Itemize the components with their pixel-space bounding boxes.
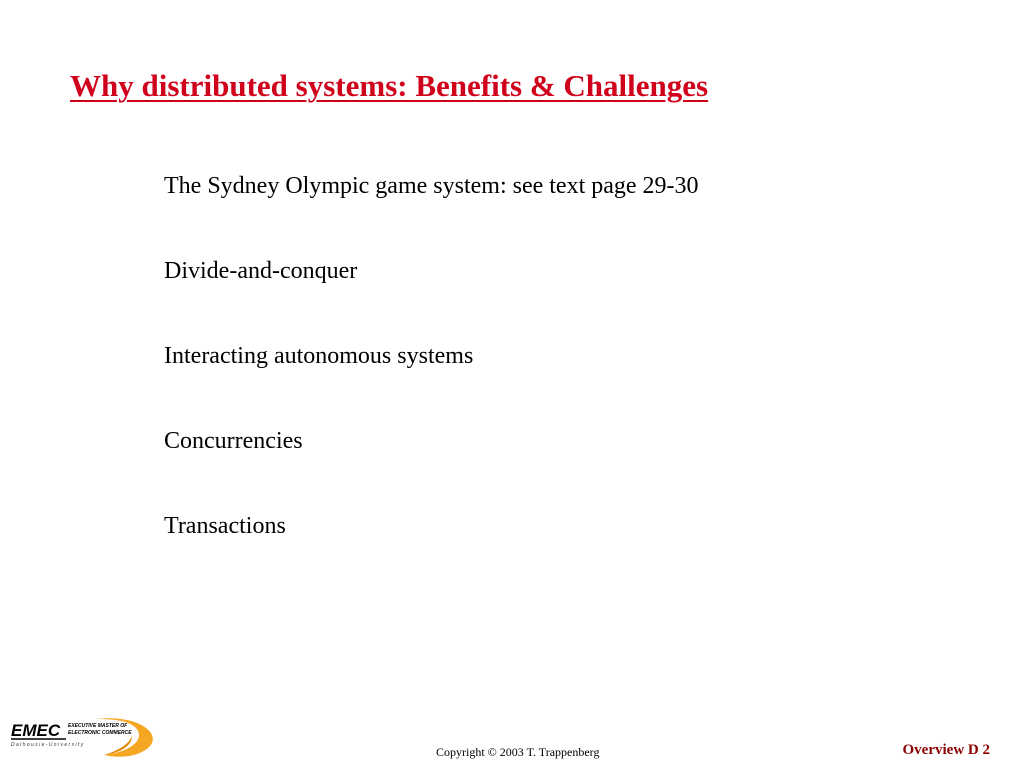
list-item: The Sydney Olympic game system: see text page 29-30	[164, 173, 699, 199]
emec-logo	[8, 714, 158, 762]
list-item: Transactions	[164, 513, 286, 539]
content-list	[164, 171, 699, 596]
slide-number: Overview D 2	[902, 742, 990, 758]
list-item: Divide-and-conquer	[164, 258, 358, 284]
list-item: Concurrencies	[164, 428, 303, 454]
list-item: Interacting autonomous systems	[164, 343, 474, 369]
logo-line-3: D a l h o u s i e - U n i v e r s i t y	[11, 742, 84, 748]
logo-wordmark: EMEC	[11, 721, 61, 740]
logo-line-1: EXECUTIVE MASTER OF	[68, 723, 128, 729]
slide-title: Why distributed systems: Benefits & Challenges	[70, 68, 709, 103]
copyright-text: Copyright © 2003 T. Trappenberg	[436, 745, 600, 759]
logo-line-2: ELECTRONIC COMMERCE	[68, 730, 132, 736]
